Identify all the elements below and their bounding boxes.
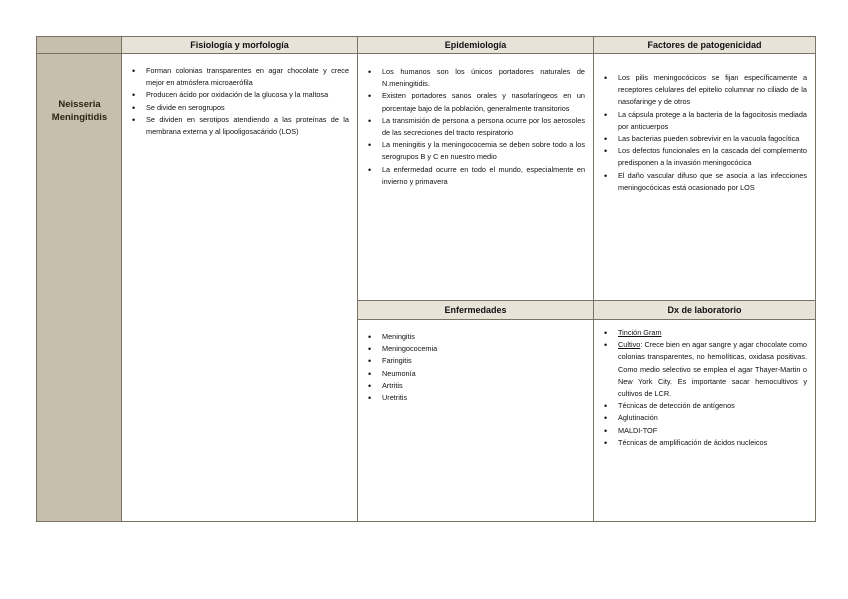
header-epidemiologia: Epidemiología [357,36,594,54]
list-item [600,327,807,339]
list-item: • Se dividen en serotipos atendiendo a las proteínas de la membrana externa y al lipooligosacárido (LOS) [128,114,349,138]
factores-cell [593,53,816,301]
list-item: • La meningitis y la meningococemia se deben sobre todo a los serogrupos B y C en nuestro medio [364,139,585,163]
corner-cell [36,36,122,54]
fisiologia-list [128,65,349,138]
list-item: • Aglutinación [600,412,807,424]
header-factores: Factores de patogenicidad [593,36,816,54]
list-item: • Meningitis [364,331,585,343]
epidemiologia-cell [357,53,594,301]
summary-table [36,36,816,522]
list-item: • La enfermedad ocurre en todo el mundo, especialmente en invierno y primavera [364,164,585,188]
list-item [600,339,807,400]
epidemiologia-list [364,66,585,188]
list-item: • La cápsula protege a la bacteria de la fagocitosis mediada por anticuerpos [600,109,807,133]
header-dx: Dx de laboratorio [593,300,816,320]
header-fisiologia: Fisiología y morfología [121,36,358,54]
enfermedades-list [364,331,585,404]
list-item: • Los humanos son los únicos portadores naturales de N.meningitidis. [364,66,585,90]
cultivo-text: : Crece bien en agar sangre y agar chocolate como colonias transparentes, no hemolíticas, oxidasa positivas. Como medio selectivo se emplea el agar Thayer-Martin o New York City. Es importante sacar hemocultivos y cultivos de LCR. [618,340,807,399]
list-item: • Se divide en serogrupos [128,102,349,114]
list-item: • Los defectos funcionales en la cascada del complemento predisponen a la invasión meningocócica [600,145,807,169]
list-item: • MALDI-TOF [600,425,807,437]
list-item: • Artritis [364,380,585,392]
header-enfermedades: Enfermedades [357,300,594,320]
list-item: • Meningococemia [364,343,585,355]
fisiologia-cell [121,53,358,522]
list-item: • Existen portadores sanos orales y nasofaríngeos en un porcentaje bajo de la población, generalmente transitorios [364,90,585,114]
factores-list [600,72,807,194]
organism-cell [36,53,122,522]
list-item: • Las bacterias pueden sobrevivir en la vacuola fagocítica [600,133,807,145]
list-item: • La transmisión de persona a persona ocurre por los aerosoles de las secreciones del tracto respiratorio [364,115,585,139]
list-item: • Faringitis [364,355,585,367]
enfermedades-cell [357,319,594,522]
list-item: • Forman colonias transparentes en agar chocolate y crece mejor en atmósfera microaerófila [128,65,349,89]
list-item: • Los pilis meningocócicos se fijan específicamente a receptores celulares del epitelio columnar no ciliado de la nasofaringe y de otros [600,72,807,109]
list-item: • Producen ácido por oxidación de la glucosa y la maltosa [128,89,349,101]
list-item: • Uretritis [364,392,585,404]
organism-name: Neisseria Meningitidis [51,99,108,123]
tincion-gram-link: Tinción Gram [618,328,662,337]
dx-cell [593,319,816,522]
list-item: • El daño vascular difuso que se asocia a las infecciones meningocócicas está ocasionado por LOS [600,170,807,194]
dx-list [600,327,807,449]
cultivo-label: Cultivo [618,340,641,350]
list-item: • Técnicas de amplificación de ácidos nucleicos [600,437,807,449]
list-item: • Neumonía [364,368,585,380]
list-item: • Técnicas de detección de antígenos [600,400,807,412]
